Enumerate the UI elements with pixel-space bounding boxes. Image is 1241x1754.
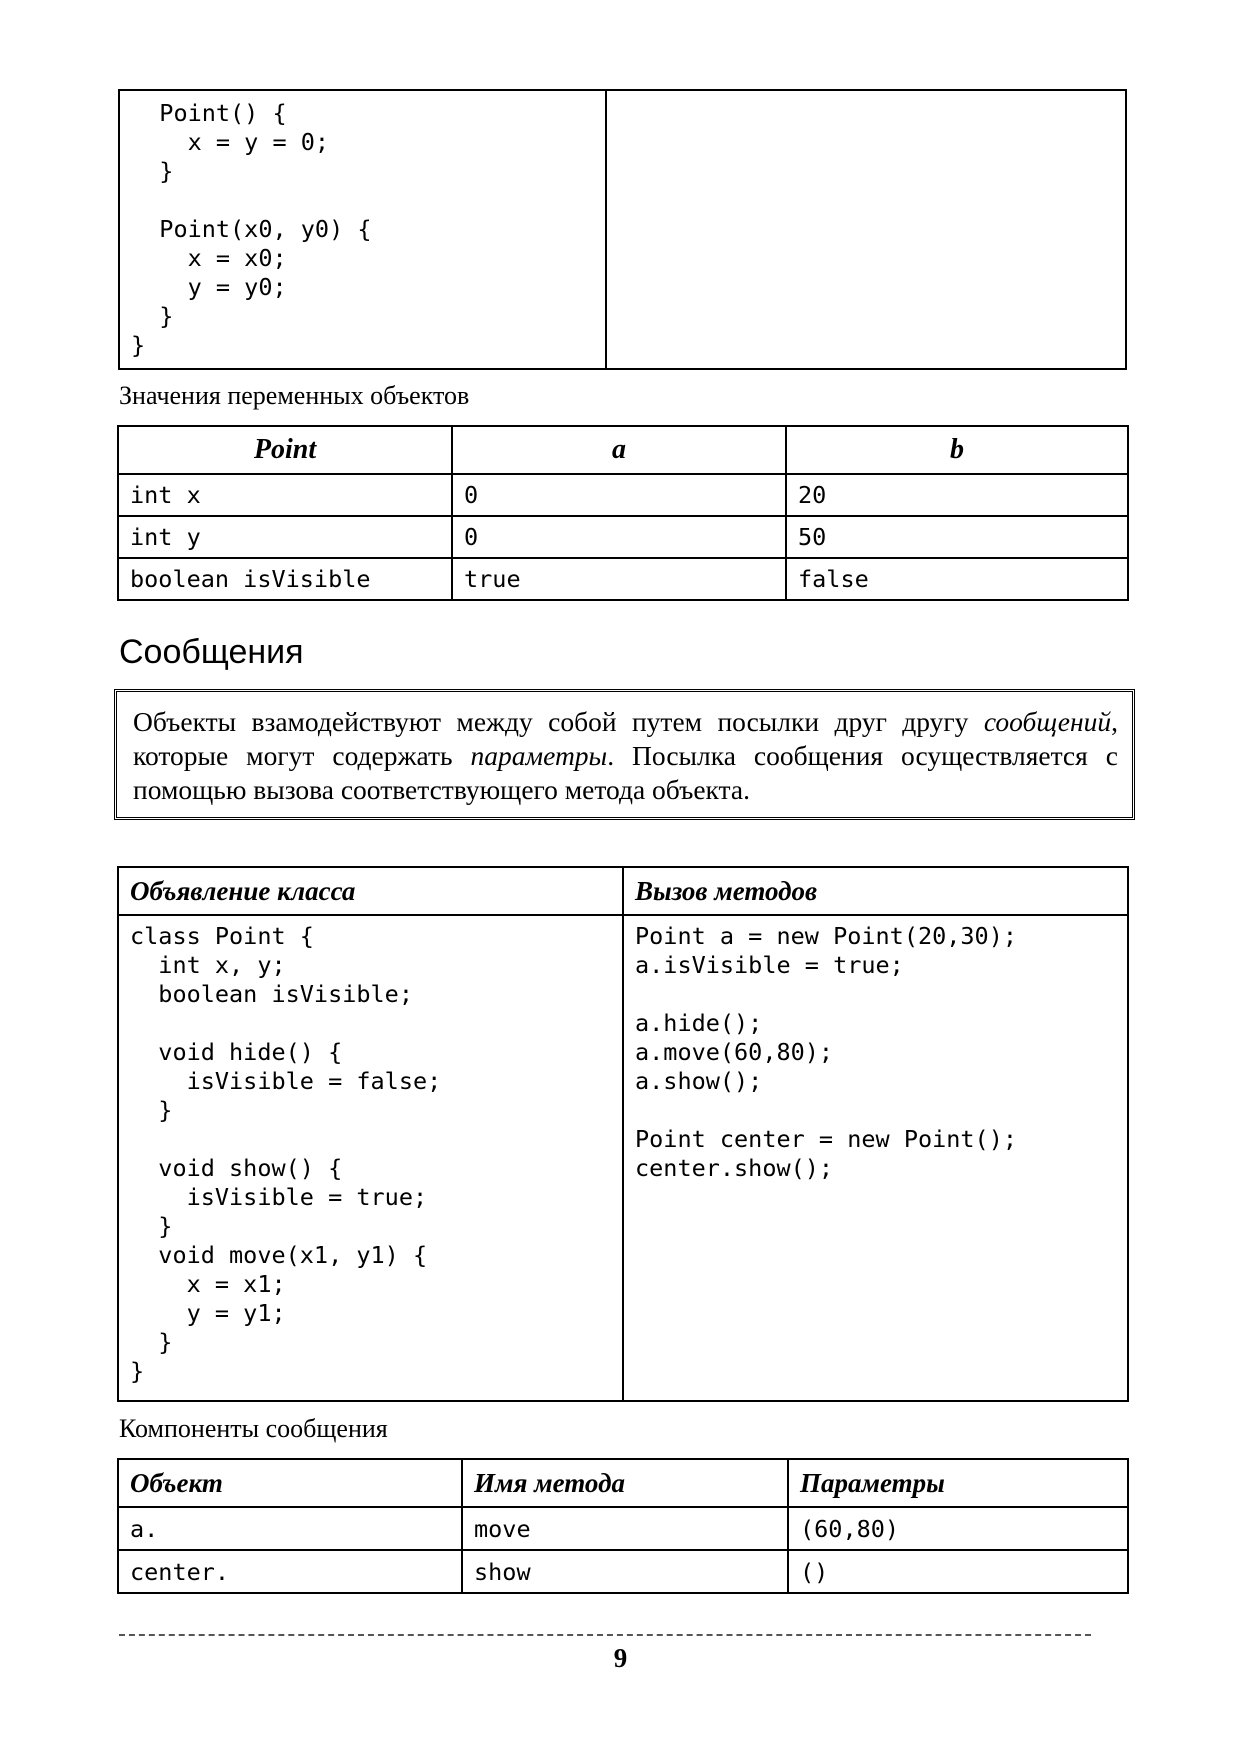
value-a: 0 (452, 516, 786, 558)
field-name: int y (118, 516, 452, 558)
constructor-code: Point() { x = y = 0; } Point(x0, y0) { x = x0; y = y0; } } (131, 99, 372, 359)
class-code-cell (118, 915, 623, 1401)
header-method-name: Имя метода (462, 1459, 788, 1507)
page-number: 9 (613, 1643, 628, 1673)
object-cell: center. (118, 1550, 462, 1593)
definition-box (114, 689, 1135, 820)
value-b: 20 (786, 474, 1128, 516)
header-class-declaration: Объявление класса (118, 867, 623, 915)
value-a: 0 (452, 474, 786, 516)
footer-divider (119, 1634, 1091, 1636)
definition-text-3: . Посылка сообщения осуществляется с помощью вызова соответствующего метода объекта. (133, 740, 1118, 805)
definition-text-1: Объекты взамодействуют между собой путем посылки друг другу (133, 706, 984, 737)
section-heading: Сообщения (119, 633, 304, 671)
table-row (118, 474, 1128, 516)
class-and-calls-table (117, 866, 1129, 1402)
table-row (118, 516, 1128, 558)
value-b: 50 (786, 516, 1128, 558)
calls-code-cell (623, 915, 1128, 1401)
constructor-code-cell (120, 91, 607, 368)
header-point: Point (118, 426, 452, 474)
value-b: false (786, 558, 1128, 600)
table-row (118, 1550, 1128, 1593)
class-declaration-code: class Point { int x, y; boolean isVisible; void hide() { isVisible = false; } void show() { isVisible = true; } void move(x1, y1) { x = x1; y = y1; } } (130, 922, 442, 1385)
header-b: b (786, 426, 1128, 474)
object-cell: a. (118, 1507, 462, 1550)
field-name: int x (118, 474, 452, 516)
params-cell: () (788, 1550, 1128, 1593)
method-cell: show (462, 1550, 788, 1593)
params-cell: (60,80) (788, 1507, 1128, 1550)
table-row (118, 558, 1128, 600)
table-row (118, 1507, 1128, 1550)
term-parameters: параметры (470, 740, 608, 771)
header-object: Объект (118, 1459, 462, 1507)
definition-text-2: , которые могут содержать (133, 706, 1118, 771)
value-a: true (452, 558, 786, 600)
values-caption: Значения переменных объектов (119, 381, 470, 410)
object-values-table (117, 425, 1129, 601)
method-cell: move (462, 1507, 788, 1550)
term-messages: сообщений (983, 706, 1112, 737)
header-a: a (452, 426, 786, 474)
header-parameters: Параметры (788, 1459, 1128, 1507)
message-components-table (117, 1458, 1129, 1594)
constructor-code-table (118, 89, 1127, 370)
empty-cell (607, 91, 1125, 368)
components-caption: Компоненты сообщения (119, 1414, 388, 1443)
method-calls-code: Point a = new Point(20,30); a.isVisible = true; a.hide(); a.move(60,80); a.show(); Point center = new Point(); center.show(); (635, 922, 1018, 1182)
field-name: boolean isVisible (118, 558, 452, 600)
header-method-calls: Вызов методов (623, 867, 1128, 915)
